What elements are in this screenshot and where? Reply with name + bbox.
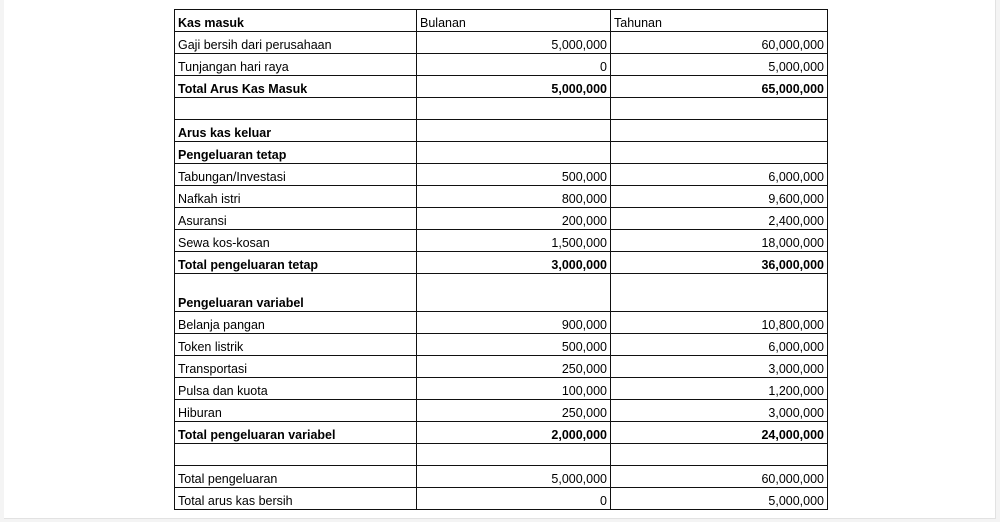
row-yearly [611, 274, 828, 312]
row-label [175, 98, 417, 120]
row-label: Tunjangan hari raya [175, 54, 417, 76]
row-yearly: 60,000,000 [611, 32, 828, 54]
row-label: Total arus kas bersih [175, 488, 417, 510]
row-monthly: 800,000 [417, 186, 611, 208]
table-row [175, 378, 828, 400]
row-monthly: 500,000 [417, 164, 611, 186]
row-label: Tabungan/Investasi [175, 164, 417, 186]
row-label: Transportasi [175, 356, 417, 378]
row-yearly: 18,000,000 [611, 230, 828, 252]
total-row [175, 422, 828, 444]
row-label: Pulsa dan kuota [175, 378, 417, 400]
row-yearly: 36,000,000 [611, 252, 828, 274]
row-yearly: 2,400,000 [611, 208, 828, 230]
section-row [175, 142, 828, 164]
table-row [175, 230, 828, 252]
row-monthly: 200,000 [417, 208, 611, 230]
row-label: Total Arus Kas Masuk [175, 76, 417, 98]
row-yearly: 6,000,000 [611, 164, 828, 186]
row-yearly: 24,000,000 [611, 422, 828, 444]
section-row [175, 120, 828, 142]
table-row [175, 466, 828, 488]
row-monthly: 0 [417, 54, 611, 76]
row-label: Arus kas keluar [175, 120, 417, 142]
row-yearly: 60,000,000 [611, 466, 828, 488]
row-monthly: 250,000 [417, 356, 611, 378]
row-label: Pengeluaran variabel [175, 274, 417, 312]
row-monthly [417, 120, 611, 142]
blank-row [175, 98, 828, 120]
header-monthly: Bulanan [417, 10, 611, 32]
row-monthly: 3,000,000 [417, 252, 611, 274]
row-monthly: 250,000 [417, 400, 611, 422]
row-yearly: 10,800,000 [611, 312, 828, 334]
row-yearly: 5,000,000 [611, 488, 828, 510]
row-monthly [417, 274, 611, 312]
row-yearly [611, 142, 828, 164]
row-label: Total pengeluaran [175, 466, 417, 488]
blank-row [175, 444, 828, 466]
row-monthly: 1,500,000 [417, 230, 611, 252]
table-row [175, 488, 828, 510]
cash-flow-table [174, 9, 828, 510]
row-yearly [611, 444, 828, 466]
row-label: Hiburan [175, 400, 417, 422]
row-yearly: 65,000,000 [611, 76, 828, 98]
total-row [175, 252, 828, 274]
row-monthly [417, 142, 611, 164]
row-monthly: 5,000,000 [417, 76, 611, 98]
row-label: Nafkah istri [175, 186, 417, 208]
table-row [175, 334, 828, 356]
table-row [175, 400, 828, 422]
row-yearly: 1,200,000 [611, 378, 828, 400]
table-row [175, 54, 828, 76]
row-monthly: 100,000 [417, 378, 611, 400]
row-yearly: 6,000,000 [611, 334, 828, 356]
row-label: Belanja pangan [175, 312, 417, 334]
row-monthly [417, 444, 611, 466]
row-monthly: 5,000,000 [417, 32, 611, 54]
row-label: Gaji bersih dari perusahaan [175, 32, 417, 54]
row-yearly: 3,000,000 [611, 400, 828, 422]
table-row [175, 208, 828, 230]
row-yearly [611, 120, 828, 142]
header-row [175, 10, 828, 32]
row-monthly: 5,000,000 [417, 466, 611, 488]
header-cash-in: Kas masuk [175, 10, 417, 32]
row-yearly: 3,000,000 [611, 356, 828, 378]
total-row [175, 76, 828, 98]
row-label: Total pengeluaran variabel [175, 422, 417, 444]
section-row [175, 274, 828, 312]
row-label: Sewa kos-kosan [175, 230, 417, 252]
row-monthly [417, 98, 611, 120]
row-label: Pengeluaran tetap [175, 142, 417, 164]
row-label: Asuransi [175, 208, 417, 230]
row-yearly: 9,600,000 [611, 186, 828, 208]
row-label: Total pengeluaran tetap [175, 252, 417, 274]
row-label [175, 444, 417, 466]
row-yearly: 5,000,000 [611, 54, 828, 76]
row-monthly: 2,000,000 [417, 422, 611, 444]
table-row [175, 164, 828, 186]
table-row [175, 32, 828, 54]
header-yearly: Tahunan [611, 10, 828, 32]
table-row [175, 356, 828, 378]
document-page [4, 0, 996, 519]
row-monthly: 500,000 [417, 334, 611, 356]
row-monthly: 0 [417, 488, 611, 510]
table-row [175, 312, 828, 334]
row-label: Token listrik [175, 334, 417, 356]
row-yearly [611, 98, 828, 120]
row-monthly: 900,000 [417, 312, 611, 334]
table-row [175, 186, 828, 208]
